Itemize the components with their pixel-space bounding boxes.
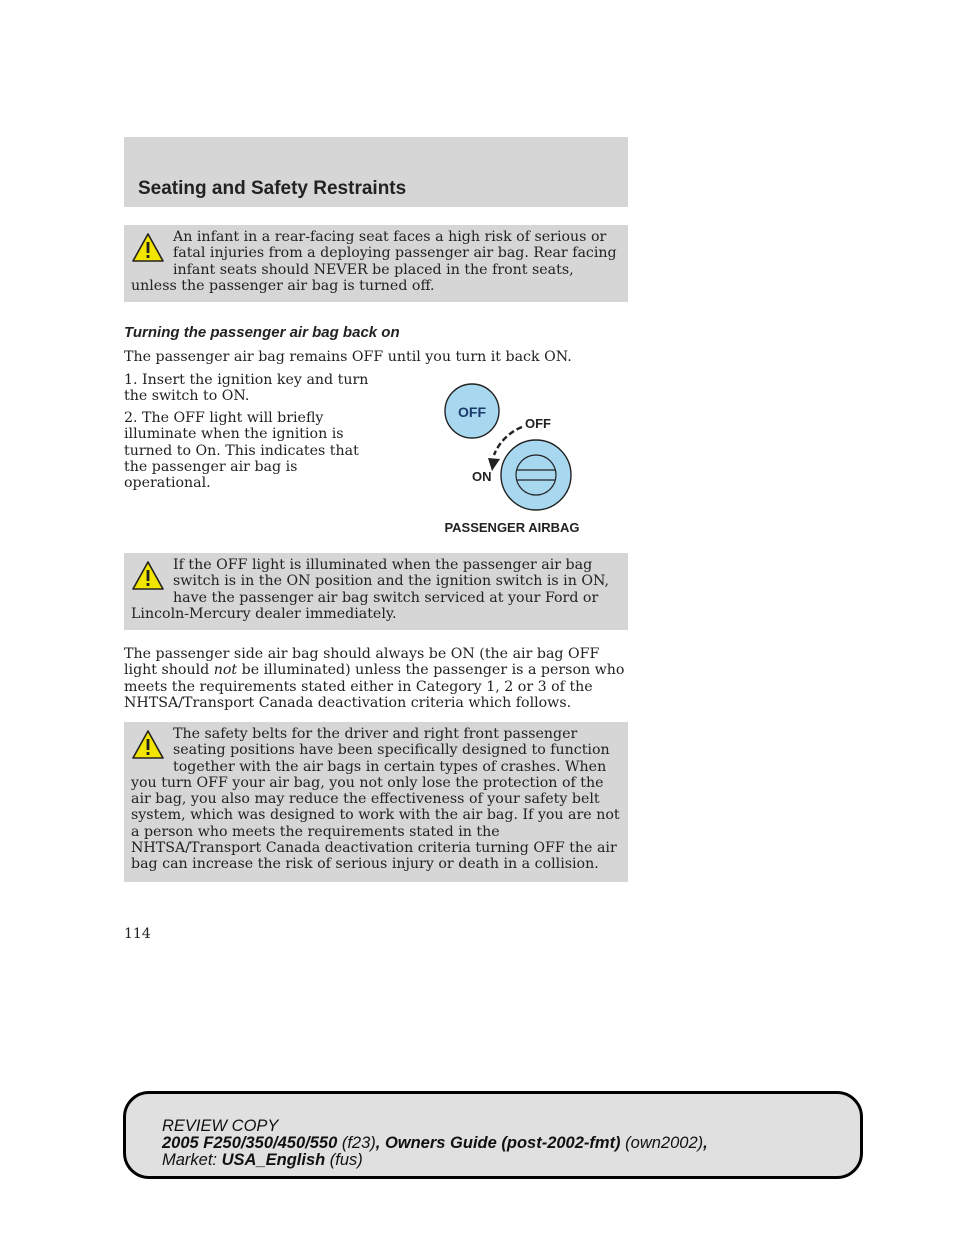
warning-text: The safety belts for the driver and right front passenger seating positions have been specifically designed to function together with the air bags in certain types of crashes. When you turn OFF your air bag, you not only lose the protection of the air bag, you also may reduce the effectiveness of your safety belt system, which was designed to work with the air bag. If you are not a person who meets the requirements stated in the NHTSA/Transport Canada deactivation criteria turning OFF the air bag can increase the risk of serious injury or death in a collision. — [131, 726, 620, 873]
step-2: 2. The OFF light will briefly illuminate when the ignition is turned to On. This indicates that the passenger air bag is operational. — [124, 410, 359, 492]
warning-box-off-light — [124, 553, 628, 630]
review-label: REVIEW COPY — [162, 1117, 279, 1135]
indicator-label: OFF — [458, 404, 486, 420]
section-subheading: Turning the passenger air bag back on — [124, 324, 400, 341]
diagram-caption: PASSENGER AIRBAG — [444, 520, 580, 535]
market-name: USA_English — [221, 1151, 326, 1169]
body-text-2: be illuminated) unless the passenger is a person who meets the requirements stated either in Category 1, 2 or 3 of the NHTSA/Transport Canada deactivation criteria which follows. — [124, 662, 625, 711]
separator: , — [375, 1134, 385, 1152]
body-text-1: The passenger side air bag should always be ON (the air bag OFF light should — [124, 646, 600, 679]
warning-text: If the OFF light is illuminated when the passenger air bag switch is in the ON position and the ignition switch is in ON, have the passenger air bag switch serviced at your Ford or Lincoln-Mercury dealer immediately. — [131, 557, 610, 622]
warning-box-infant-seat — [124, 225, 628, 302]
guide-name: Owners Guide (post-2002-fmt) — [384, 1134, 621, 1152]
warning-triangle-icon — [131, 560, 165, 592]
guide-code: (own2002) — [620, 1134, 704, 1152]
separator: , — [703, 1134, 708, 1152]
passenger-airbag-switch-diagram — [430, 375, 600, 540]
intro-text: The passenger air bag remains OFF until you turn it back ON. — [124, 349, 572, 365]
body-emphasis: not — [213, 662, 238, 679]
page-number: 114 — [124, 926, 151, 942]
warning-triangle-icon — [131, 729, 165, 761]
off-position-label: OFF — [525, 416, 551, 431]
warning-triangle-icon — [131, 232, 165, 264]
market-label: Market: — [162, 1151, 222, 1169]
on-position-label: ON — [472, 469, 492, 484]
step-1: 1. Insert the ignition key and turn the switch to ON. — [124, 372, 369, 405]
body-paragraph — [124, 646, 628, 711]
page-title: Seating and Safety Restraints — [138, 178, 407, 199]
market-code: (fus) — [325, 1151, 363, 1169]
warning-box-safety-belts — [124, 722, 628, 882]
section-header — [124, 137, 628, 207]
warning-text: An infant in a rear-facing seat faces a high risk of serious or fatal injuries from a deploying passenger air bag. Rear facing infant seats should NEVER be placed in the front seats, unless the passenger air bag is turned off. — [131, 229, 617, 294]
model-name: 2005 F250/350/450/550 — [162, 1134, 338, 1152]
review-footer-text — [162, 1118, 708, 1169]
model-code: (f23) — [337, 1134, 376, 1152]
